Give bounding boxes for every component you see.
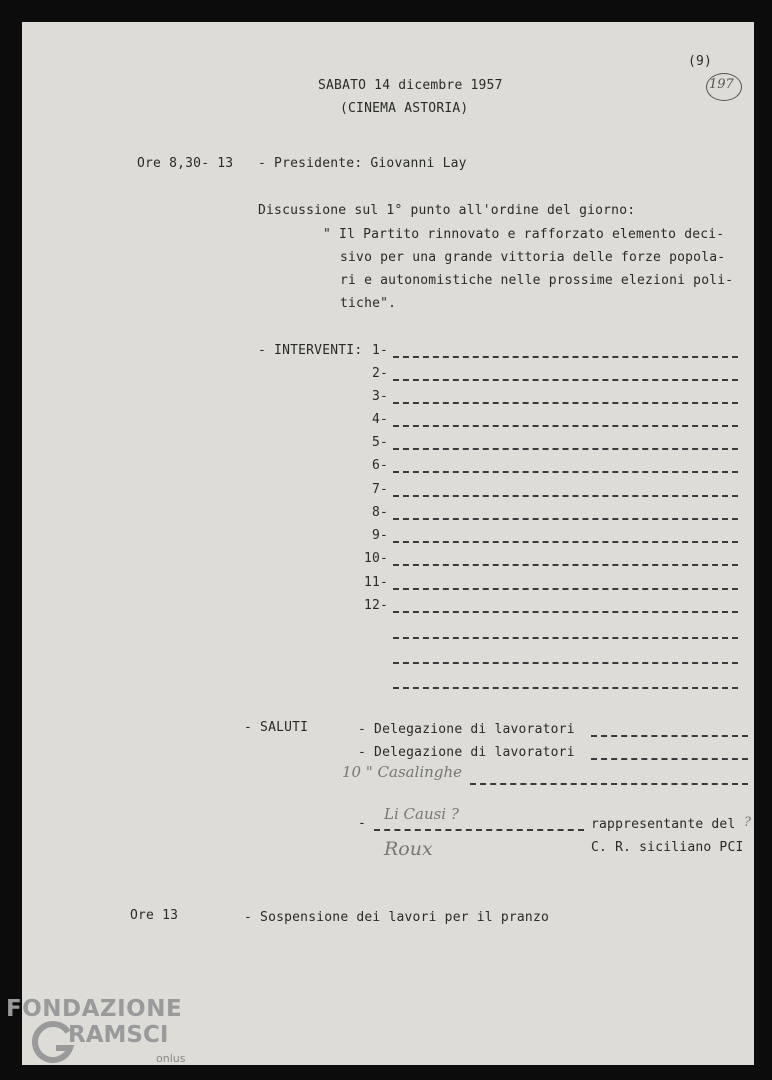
blank-line xyxy=(393,541,738,543)
document-venue: (CINEMA ASTORIA) xyxy=(340,101,469,116)
blank-line xyxy=(393,687,738,689)
intervento-number: 9- xyxy=(372,528,389,543)
intervento-number: 8- xyxy=(372,505,389,520)
watermark-line2: RAMSCI xyxy=(68,1022,169,1048)
intervento-number: 11- xyxy=(364,575,389,590)
blank-line xyxy=(393,518,738,520)
intervento-number: 1- xyxy=(372,343,389,358)
intervento-number: 7- xyxy=(372,482,389,497)
discussion-line: tiche". xyxy=(340,296,397,311)
interventi-label: - INTERVENTI: xyxy=(258,343,363,358)
saluti-item: - Delegazione di lavoratori xyxy=(358,745,575,760)
representative-org: C. R. siciliano PCI xyxy=(591,840,744,855)
discussion-intro: Discussione sul 1° punto all'ordine del giorno: xyxy=(258,203,636,218)
handwritten-note: Li Causi ? xyxy=(384,805,459,823)
blank-line xyxy=(393,611,738,613)
blank-line xyxy=(393,402,738,404)
intervento-number: 3- xyxy=(372,389,389,404)
blank-line xyxy=(374,829,584,831)
handwritten-note: 10 " Casalinghe xyxy=(342,763,462,781)
blank-line xyxy=(591,735,748,737)
blank-line xyxy=(393,356,738,358)
archive-number: 197 xyxy=(709,77,734,92)
intervento-number: 10- xyxy=(364,551,389,566)
blank-line xyxy=(393,495,738,497)
blank-line xyxy=(393,564,738,566)
blank-line xyxy=(393,588,738,590)
document-date: SABATO 14 dicembre 1957 xyxy=(318,78,503,93)
blank-line xyxy=(393,471,738,473)
handwritten-note: Roux xyxy=(384,838,433,860)
watermark-line1: FONDAZIONE xyxy=(6,996,183,1022)
foundation-watermark xyxy=(6,996,196,1076)
blank-line xyxy=(393,662,738,664)
session-president: - Presidente: Giovanni Lay xyxy=(258,156,467,171)
handwritten-mark: ? xyxy=(744,815,751,830)
blank-line xyxy=(393,637,738,639)
lunch-time: Ore 13 xyxy=(130,908,179,923)
discussion-line: ri e autonomistiche nelle prossime elezioni poli- xyxy=(340,273,734,288)
representative-text: rappresentante del xyxy=(591,817,736,832)
page-number: (9) xyxy=(688,54,713,69)
discussion-line: sivo per una grande vittoria delle forze popola- xyxy=(340,250,726,265)
blank-line xyxy=(470,783,748,785)
intervento-number: 6- xyxy=(372,458,389,473)
watermark-suffix: onlus xyxy=(156,1052,186,1065)
saluti-label: - SALUTI xyxy=(244,720,309,735)
representative-dash: - xyxy=(358,816,367,831)
session-time: Ore 8,30- 13 xyxy=(137,156,234,171)
lunch-text: - Sospensione dei lavori per il pranzo xyxy=(244,910,550,925)
saluti-item: - Delegazione di lavoratori xyxy=(358,722,575,737)
intervento-number: 12- xyxy=(364,598,389,613)
intervento-number: 5- xyxy=(372,435,389,450)
discussion-line: " Il Partito rinnovato e rafforzato elemento deci- xyxy=(323,227,725,242)
blank-line xyxy=(393,448,738,450)
blank-line xyxy=(393,379,738,381)
intervento-number: 4- xyxy=(372,412,389,427)
intervento-number: 2- xyxy=(372,366,389,381)
blank-line xyxy=(393,425,738,427)
blank-line xyxy=(591,758,748,760)
